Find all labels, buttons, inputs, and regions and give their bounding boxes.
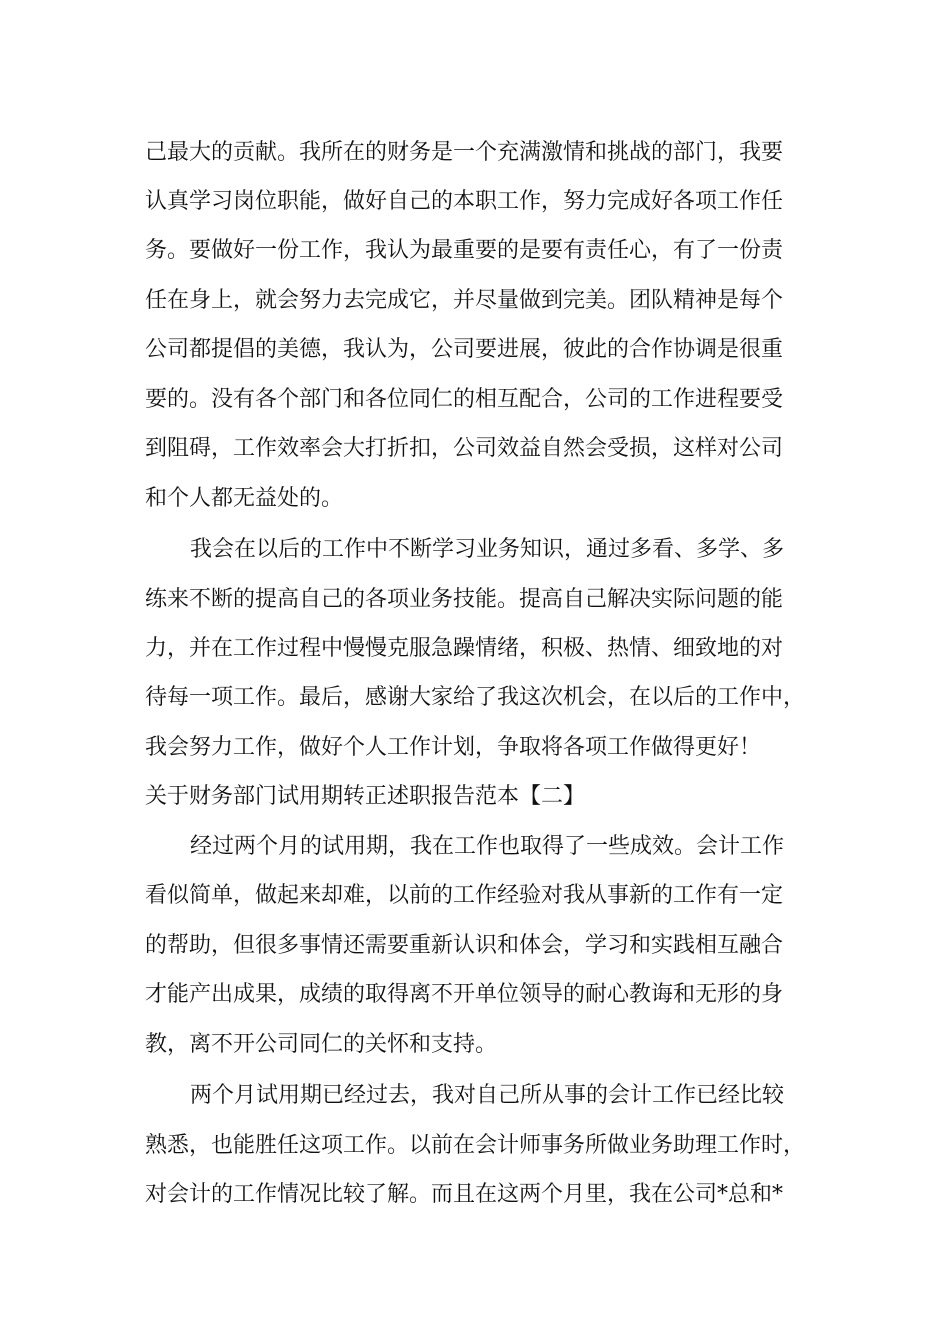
text-line: 我会努力工作，做好个人工作计划，争取将各项工作做得更好！ [145,735,762,760]
text-line: 待每一项工作。最后，感谢大家给了我这次机会，在以后的工作中， [145,685,806,710]
text-line: 务。要做好一份工作，我认为最重要的是要有责任心，有了一份责 [145,238,784,263]
text-line: 任在身上，就会努力去完成它，并尽量做到完美。团队精神是每个 [145,288,784,313]
text-line: 认真学习岗位职能，做好自己的本职工作，努力完成好各项工作任 [145,189,784,214]
text-line: 己最大的贡献。我所在的财务是一个充满激情和挑战的部门，我要 [145,140,784,165]
section-heading: 关于财务部门试用期转正述职报告范本【二】 [145,784,586,809]
text-line: 教，离不开公司同仁的关怀和支持。 [145,1032,498,1057]
text-line: 和个人都无益处的。 [145,486,344,511]
paragraph-first-line: 经过两个月的试用期，我在工作也取得了一些成效。会计工作 [190,834,785,859]
text-line: 公司都提倡的美德，我认为，公司要进展，彼此的合作协调是很重 [145,337,784,362]
paragraph-first-line: 我会在以后的工作中不断学习业务知识，通过多看、多学、多 [190,537,785,562]
text-line: 才能产出成果，成绩的取得离不开单位领导的耐心教诲和无形的身 [145,982,784,1007]
text-line: 练来不断的提高自己的各项业务技能。提高自己解决实际问题的能 [145,587,784,612]
text-line: 看似简单，做起来却难，以前的工作经验对我从事新的工作有一定 [145,883,784,908]
text-line: 到阻碍，工作效率会大打折扣，公司效益自然会受损，这样对公司 [145,436,784,461]
text-line: 要的。没有各个部门和各位同仁的相互配合，公司的工作进程要受 [145,387,784,412]
text-line: 力，并在工作过程中慢慢克服急躁情绪，积极、热情、细致地的对 [145,636,784,661]
text-line: 对会计的工作情况比较了解。而且在这两个月里，我在公司*总和* [145,1182,784,1207]
text-line: 的帮助，但很多事情还需要重新认识和体会，学习和实践相互融合 [145,933,784,958]
text-line: 熟悉，也能胜任这项工作。以前在会计师事务所做业务助理工作时， [145,1133,806,1158]
paragraph-first-line: 两个月试用期已经过去，我对自己所从事的会计工作已经比较 [190,1083,785,1108]
